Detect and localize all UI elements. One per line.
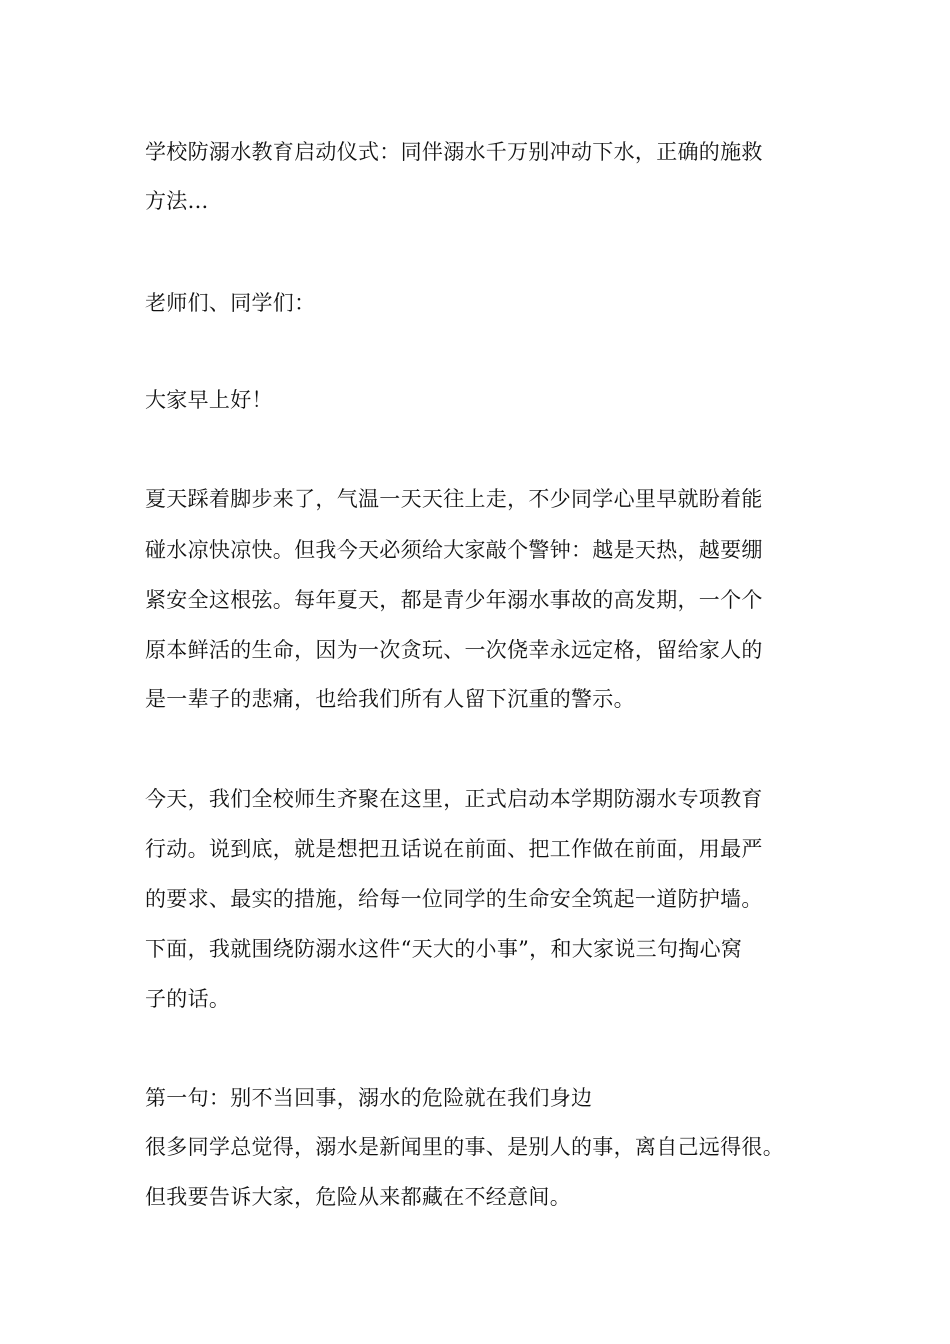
paragraph1-line-5: 是一辈子的悲痛，也给我们所有人留下沉重的警示。 xyxy=(145,687,635,711)
paragraph1-line-1: 夏天踩着脚步来了，气温一天天往上走，不少同学心里早就盼着能 xyxy=(145,487,763,511)
section1-heading: 第一句：别不当回事，溺水的危险就在我们身边 xyxy=(145,1086,593,1110)
document-title-line-1: 学校防溺水教育启动仪式：同伴溺水千万别冲动下水，正确的施救 xyxy=(145,140,763,164)
document-title-line-2: 方法... xyxy=(145,189,209,213)
paragraph2-line-5: 子的话。 xyxy=(145,987,231,1011)
paragraph2-line-3: 的要求、最实的措施，给每一位同学的生命安全筑起一道防护墙。 xyxy=(145,887,763,911)
paragraph1-line-3: 紧安全这根弦。每年夏天，都是青少年溺水事故的高发期，一个个 xyxy=(145,588,763,612)
greeting: 大家早上好！ xyxy=(145,388,273,412)
section1-line-2: 但我要告诉大家，危险从来都藏在不经意间。 xyxy=(145,1185,571,1209)
paragraph2-line-2: 行动。说到底，就是想把丑话说在前面、把工作做在前面，用最严 xyxy=(145,837,763,861)
paragraph1-line-4: 原本鲜活的生命，因为一次贪玩、一次侥幸永远定格，留给家人的 xyxy=(145,638,763,662)
paragraph2-line-4: 下面，我就围绕防溺水这件“天大的小事”，和大家说三句掏心窝 xyxy=(145,937,743,961)
paragraph1-line-2: 碰水凉快凉快。但我今天必须给大家敲个警钟：越是天热，越要绷 xyxy=(145,538,763,562)
paragraph2-line-1: 今天，我们全校师生齐聚在这里，正式启动本学期防溺水专项教育 xyxy=(145,787,763,811)
section1-line-1: 很多同学总觉得，溺水是新闻里的事、是别人的事，离自己远得很。 xyxy=(145,1135,784,1159)
salutation: 老师们、同学们： xyxy=(145,291,316,315)
